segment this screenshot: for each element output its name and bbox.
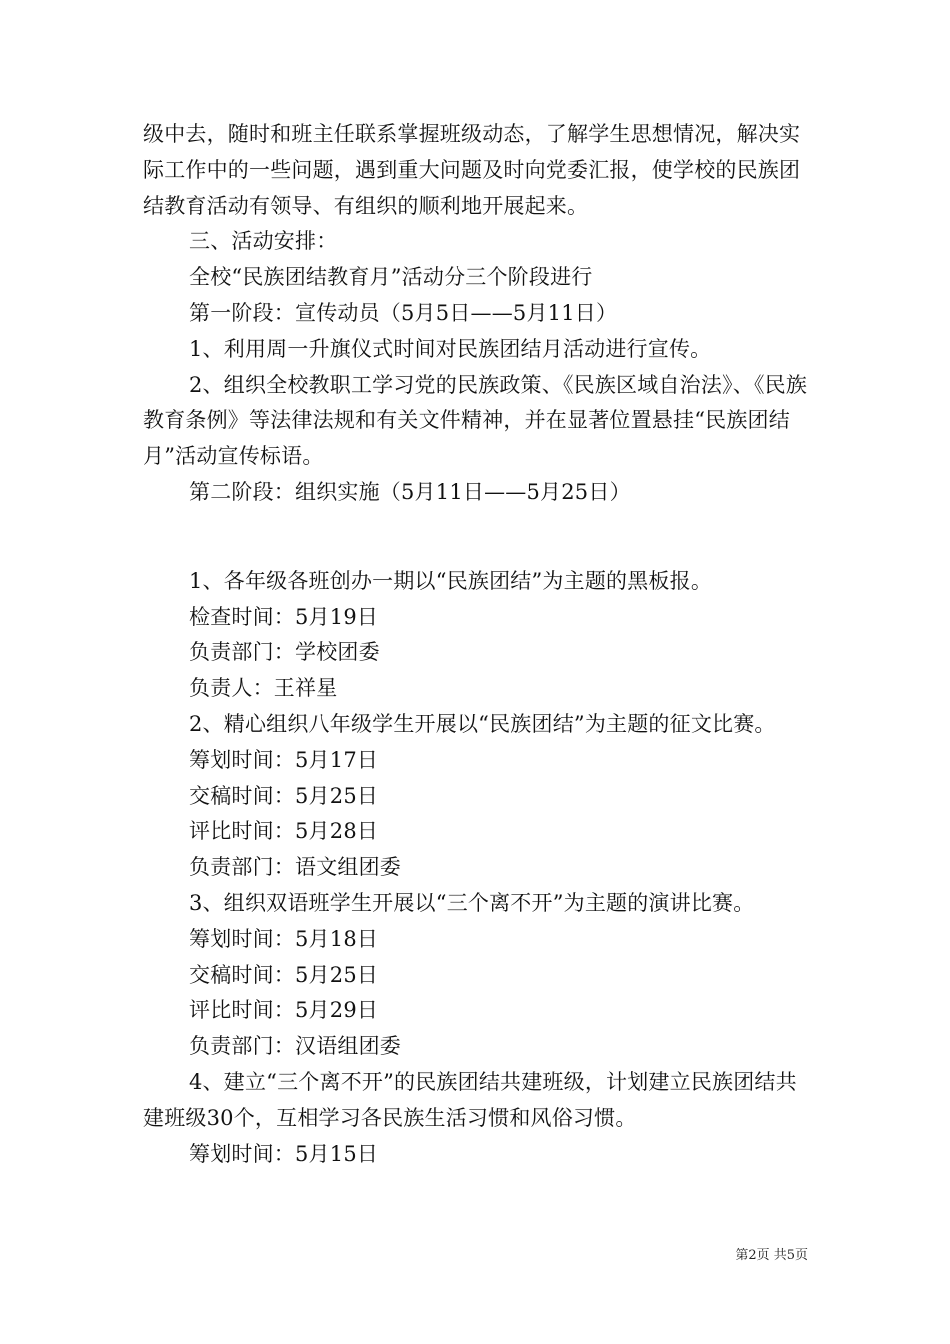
detail-line: 评比时间：5月28日 xyxy=(189,819,379,844)
detail-line: 交稿时间：5月25日 xyxy=(189,783,379,808)
detail-line: 筹划时间：5月17日 xyxy=(189,747,379,772)
detail-line: 负责人：王祥星 xyxy=(189,676,338,701)
detail-line: 交稿时间：5月25日 xyxy=(189,962,379,987)
list-item: 2、组织全校教职工学习党的民族政策、《民族区域自治法》、《民族教育条例》等法律法规和有关文件精神，并在显著位置悬挂“民族团结月”活动宣传标语。 xyxy=(143,372,808,469)
document-body xyxy=(143,117,811,1172)
stage-two-heading: 第二阶段：组织实施（5月11日——5月25日） xyxy=(189,479,631,504)
detail-line: 评比时间：5月29日 xyxy=(189,998,379,1023)
stage-one-heading: 第一阶段：宣传动员（5月5日——5月11日） xyxy=(189,300,618,325)
detail-line: 筹划时间：5月18日 xyxy=(189,926,379,951)
list-item: 3、组织双语班学生开展以“三个离不开”为主题的演讲比赛。 xyxy=(189,890,755,915)
detail-line: 负责部门：学校团委 xyxy=(189,640,380,665)
paragraph-continuation: 级中去，随时和班主任联系掌握班级动态，了解学生思想情况，解决实际工作中的一些问题，遇到重大问题及时向党委汇报，使学校的民族团结教育活动有领导、有组织的顺利地开展起来。 xyxy=(143,122,801,218)
list-item: 2、精心组织八年级学生开展以“民族团结”为主题的征文比赛。 xyxy=(189,711,776,736)
page-number-footer: 第2页 共5页 xyxy=(735,1248,808,1263)
detail-line: 检查时间：5月19日 xyxy=(189,604,379,629)
list-item: 4、建立“三个离不开”的民族团结共建班级，计划建立民族团结共建班级30个，互相学习各民族生活习惯和风俗习惯。 xyxy=(143,1069,797,1130)
blank-gap xyxy=(143,511,811,564)
paragraph-three-stages: 全校“民族团结教育月”活动分三个阶段进行 xyxy=(189,265,593,290)
list-item: 1、各年级各班创办一期以“民族团结”为主题的黑板报。 xyxy=(189,568,713,593)
detail-line: 筹划时间：5月15日 xyxy=(189,1141,379,1166)
detail-line: 负责部门：汉语组团委 xyxy=(189,1034,401,1059)
section-heading-activity-arrangement: 三、活动安排： xyxy=(189,229,338,254)
list-item: 1、利用周一升旗仪式时间对民族团结月活动进行宣传。 xyxy=(189,336,712,361)
detail-line: 负责部门：语文组团委 xyxy=(189,855,401,880)
